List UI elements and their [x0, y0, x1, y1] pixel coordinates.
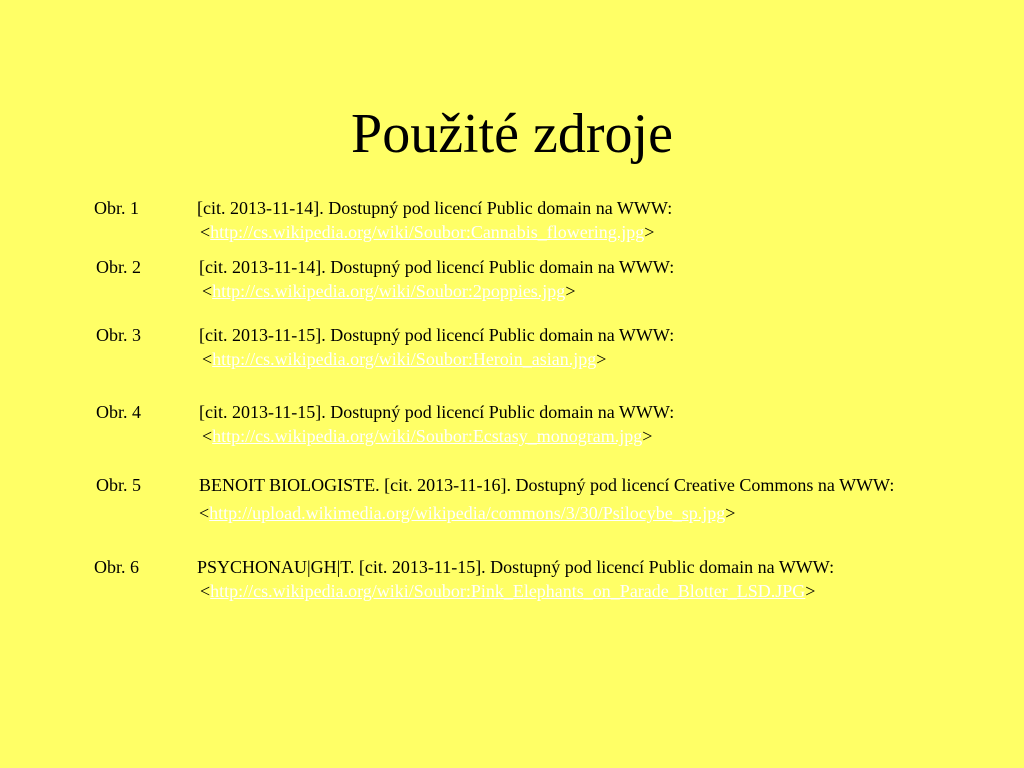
angle-close: >	[642, 426, 653, 446]
angle-close: >	[805, 581, 816, 601]
slide-title: Použité zdroje	[351, 103, 673, 165]
reference-label: Obr. 1	[94, 198, 139, 218]
reference-label: Obr. 5	[96, 475, 141, 495]
angle-close: >	[644, 222, 655, 242]
reference-link[interactable]: http://cs.wikipedia.org/wiki/Soubor:Heroin_asian.jpg	[212, 349, 597, 369]
angle-close: >	[596, 349, 607, 369]
reference-link[interactable]: http://cs.wikipedia.org/wiki/Soubor:2poppies.jpg	[212, 281, 566, 301]
reference-label: Obr. 6	[94, 557, 139, 577]
reference-citation: BENOIT BIOLOGISTE. [cit. 2013-11-16]. Dostupný pod licencí Creative Commons na WWW:	[199, 475, 895, 495]
reference-link-line	[202, 279, 575, 303]
reference-link[interactable]: http://cs.wikipedia.org/wiki/Soubor:Pink_Elephants_on_Parade_Blotter_LSD.JPG	[210, 581, 806, 601]
angle-open: <	[202, 349, 213, 369]
angle-open: <	[202, 426, 213, 446]
reference-link[interactable]: http://upload.wikimedia.org/wikipedia/commons/3/30/Psilocybe_sp.jpg	[209, 503, 726, 523]
reference-link-line	[202, 424, 652, 448]
reference-label: Obr. 3	[96, 325, 141, 345]
reference-link-line	[199, 501, 735, 525]
reference-citation: [cit. 2013-11-15]. Dostupný pod licencí Public domain na WWW:	[199, 325, 675, 345]
reference-citation: PSYCHONAU|GH|T. [cit. 2013-11-15]. Dostupný pod licencí Public domain na WWW:	[197, 557, 835, 577]
reference-link[interactable]: http://cs.wikipedia.org/wiki/Soubor:Ecstasy_monogram.jpg	[212, 426, 643, 446]
reference-citation: [cit. 2013-11-14]. Dostupný pod licencí Public domain na WWW:	[197, 198, 673, 218]
angle-close: >	[565, 281, 576, 301]
reference-label: Obr. 4	[96, 402, 141, 422]
angle-open: <	[200, 222, 211, 242]
angle-close: >	[725, 503, 736, 523]
reference-link-line	[202, 347, 606, 371]
angle-open: <	[199, 503, 210, 523]
reference-link[interactable]: http://cs.wikipedia.org/wiki/Soubor:Cannabis_flowering.jpg	[210, 222, 645, 242]
reference-citation: [cit. 2013-11-15]. Dostupný pod licencí Public domain na WWW:	[199, 402, 675, 422]
angle-open: <	[200, 581, 211, 601]
reference-citation: [cit. 2013-11-14]. Dostupný pod licencí Public domain na WWW:	[199, 257, 675, 277]
reference-label: Obr. 2	[96, 257, 141, 277]
reference-link-line	[200, 579, 815, 603]
angle-open: <	[202, 281, 213, 301]
reference-link-line	[200, 220, 654, 244]
